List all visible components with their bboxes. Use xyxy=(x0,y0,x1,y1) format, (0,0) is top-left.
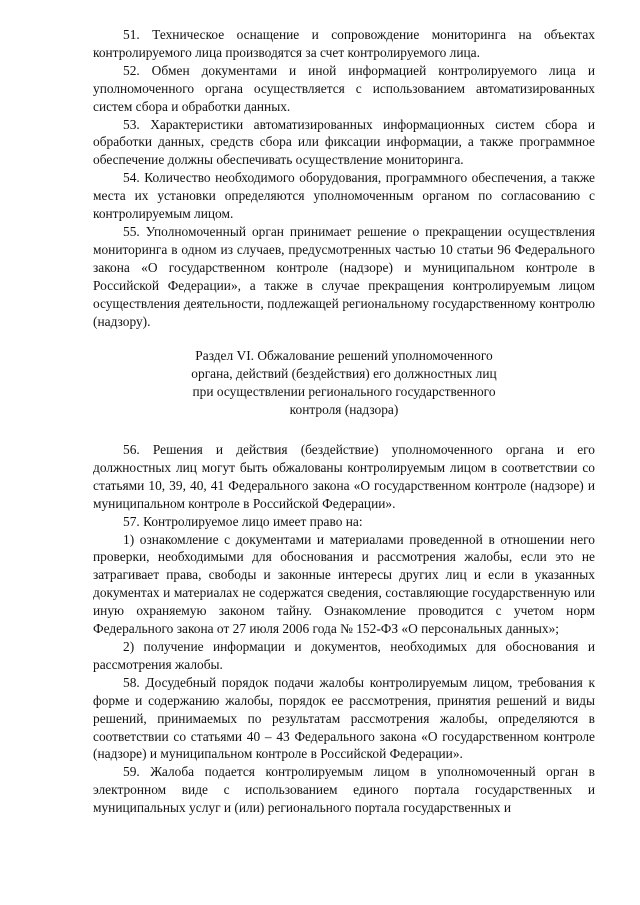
paragraph-53: 53. Характеристики автоматизированных информационных систем сбора и обработки данных, средств сбора или фиксации информации, а также программное обеспечение должны обеспечивать осуществление мониторинга. xyxy=(93,116,595,168)
section-title xyxy=(93,347,595,419)
paragraph-52: 52. Обмен документами и иной информацией контролируемого лица и уполномоченного органа осуществляется с использованием автоматизированных систем сбора и обработки данных. xyxy=(93,62,595,114)
paragraph-57-item-2: 2) получение информации и документов, необходимых для обоснования и рассмотрения жалобы. xyxy=(93,639,595,672)
paragraph-56: 56. Решения и действия (бездействие) уполномоченного органа и его должностных лиц могут быть обжалованы контролируемым лицом в соответствии со статьями 10, 39, 40, 41 Федерального закона «О государственном контроле (надзоре) и муниципальном контроле в Российской Федерации». xyxy=(93,442,595,511)
section-title-line: при осуществлении регионального государственного xyxy=(192,384,496,400)
section-title-line: органа, действий (бездействия) его должностных лиц xyxy=(191,366,497,382)
section-title-line: контроля (надзора) xyxy=(289,402,399,418)
paragraph-54: 54. Количество необходимого оборудования, программного обеспечения, а также места их установки определяются уполномоченным органом по согласованию с контролируемым лицом. xyxy=(93,170,595,222)
paragraph-57-item-1: 1) ознакомление с документами и материалами проведенной в отношении него проверки, необходимыми для обоснования и рассмотрения жалобы, если это не затрагивает права, свободы и законные интересы других лиц и если в указанных документах и материалах не содержатся сведения, составляющие государственную или иную охраняемую законом тайну. Ознакомление проводится с учетом норм Федерального закона от 27 июля 2006 года № 152-ФЗ «О персональных данных»; xyxy=(93,531,595,637)
paragraph-51: 51. Техническое оснащение и сопровождение мониторинга на объектах контролируемого лица производятся за счет контролируемого лица. xyxy=(93,27,595,60)
paragraph-55: 55. Уполномоченный орган принимает решение о прекращении осуществления мониторинга в одном из случаев, предусмотренных частью 10 статьи 96 Федерального закона «О государственном контроле (надзоре) и муниципальном контроле в Российской Федерации», а также в случае прекращения контролируемым лицом осуществления деятельности, подлежащей региональному государственному контролю (надзору). xyxy=(93,223,595,329)
paragraph-59: 59. Жалоба подается контролируемым лицом в уполномоченный орган в электронном виде с использованием единого портала государственных и муниципальных услуг и (или) регионального портала государственных и xyxy=(93,764,595,816)
section-title-line: Раздел VI. Обжалование решений уполномоченного xyxy=(195,348,493,364)
paragraph-58: 58. Досудебный порядок подачи жалобы контролируемым лицом, требования к форме и содержанию жалобы, порядок ее рассмотрения, принятия решений и виды решений, принимаемых по результатам рассмотрения жалобы, определяются в соответствии со статьями 40 – 43 Федерального закона «О государственном контроле (надзоре) и муниципальном контроле в Российской Федерации». xyxy=(93,674,595,762)
paragraph-57: 57. Контролируемое лицо имеет право на: xyxy=(123,513,363,529)
document-page xyxy=(93,0,595,817)
